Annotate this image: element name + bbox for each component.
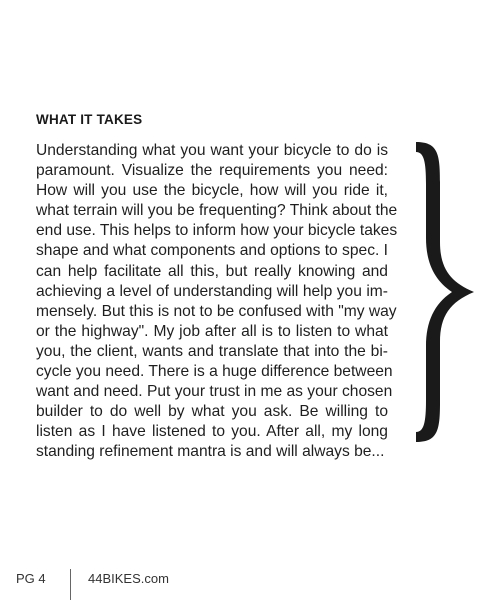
body-line: want and need. Put your trust in me as your chosen (36, 383, 393, 401)
body-line: cycle you need. There is a huge difference between (36, 363, 393, 381)
body-line: or the highway". My job after all is to listen to what (36, 322, 388, 340)
body-line: How will you use the bicycle, how will you ride it, (36, 182, 388, 200)
body-line: Understanding what you want your bicycle to do is (36, 142, 388, 159)
body-paragraph (36, 141, 398, 463)
page-number: PG 4 (16, 571, 46, 586)
body-line: shape and what components and options to spec. I (36, 242, 388, 260)
body-line: can help facilitate all this, but really knowing and (36, 262, 388, 280)
right-curly-brace-icon (412, 142, 474, 442)
body-line: standing refinement mantra is and will always be... (36, 443, 385, 461)
body-line: end use. This helps to inform how your bicycle takes (36, 222, 398, 240)
footer-divider (70, 569, 71, 600)
body-line: paramount. Visualize the requirements you need: (36, 162, 388, 180)
body-line: builder to do well by what you ask. Be willing to (36, 403, 388, 421)
section-heading: WHAT IT TAKES (36, 112, 143, 127)
body-line: achieving a level of understanding will help you im- (36, 282, 388, 300)
website-label: 44BIKES.com (88, 571, 169, 586)
body-line: what terrain will you be frequenting? Think about the (36, 202, 398, 220)
body-line: you, the client, wants and translate that into the bi- (36, 342, 388, 360)
body-line: mensely. But this is not to be confused with "my way (36, 302, 397, 320)
body-line: listen as I have listened to you. After all, my long (36, 423, 388, 441)
